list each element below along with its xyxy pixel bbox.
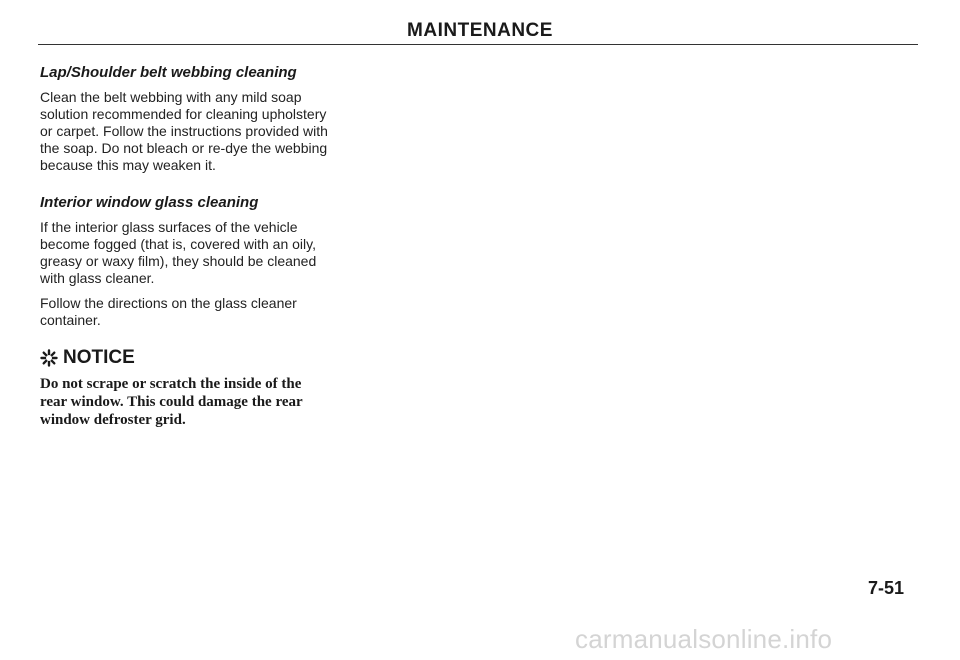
paragraph-glass-cleaning-1: If the interior glass surfaces of the vehicle become fogged (that is, covered with an oily, greasy or waxy film), they should be cleaned with glass cleaner. (40, 219, 317, 286)
page-header-title: MAINTENANCE (407, 20, 553, 41)
notice-title: NOTICE (63, 347, 135, 368)
paragraph-glass-cleaning-2: Follow the directions on the glass cleaner container. (40, 295, 297, 328)
site-watermark: carmanualsonline.info (575, 624, 833, 654)
page-number: 7-51 (868, 578, 905, 598)
section-spacer (40, 182, 330, 194)
section-heading-glass-cleaning: Interior window glass cleaning (40, 194, 259, 211)
section-heading-belt-cleaning: Lap/Shoulder belt webbing cleaning (40, 64, 297, 81)
content-column (40, 64, 330, 429)
notice-heading (40, 347, 330, 369)
paragraph-belt-cleaning: Clean the belt webbing with any mild soap solution recommended for cleaning upholstery or carpet. Follow the instructions provided with the soap. Do not bleach or re-dye the webbing because this may weaken it. (40, 89, 328, 173)
asterisk-notice-icon (40, 349, 58, 367)
notice-body: Do not scrape or scratch the inside of the rear window. This could damage the rear window defroster grid. (40, 376, 303, 428)
header-divider (38, 44, 918, 45)
